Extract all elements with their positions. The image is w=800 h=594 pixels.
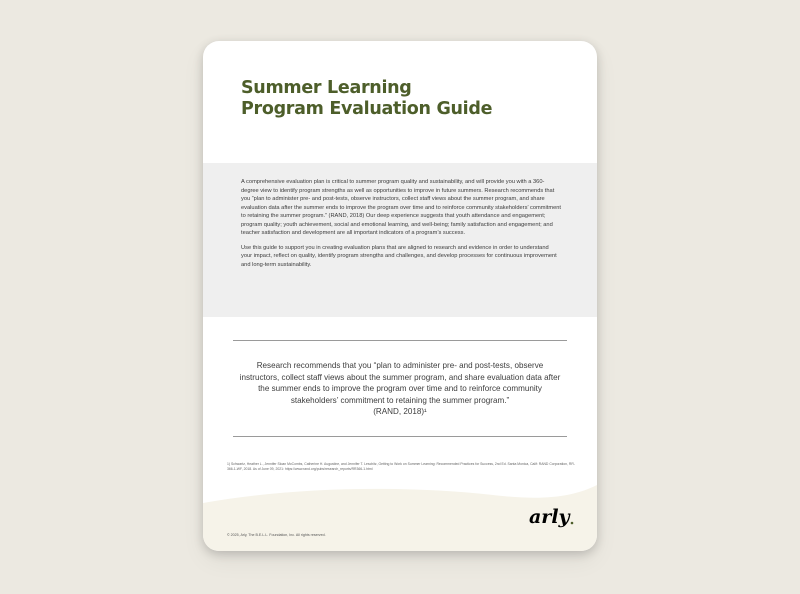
pull-quote <box>237 360 563 418</box>
document-page <box>203 41 597 551</box>
intro-paragraph-2: Use this guide to support you in creating evaluation plans that are aligned to research and evidence in order to understand your impact, reflect on quality, identify program strengths and challenges, and develop processes for continuous improvement and long-term sustainability. <box>241 244 557 268</box>
quote-top-rule <box>233 340 567 341</box>
intro-paragraph-1: A comprehensive evaluation plan is critical to summer program quality and sustainability, and will provide you with a 360-degree view to identify program strengths as well as opportunities to improve in future summers. Research recommends that you “plan to administer pre- and post-tests, observe instructors, collect staff views about the summer program, and share evaluation data after the summer ends to improve the program over time and to reinforce community stakeholders’ commitment to retaining the summer program.” (RAND, 2018) Our deep experience suggests that youth attendance and engagement; program quality; youth achievement, social and emotional learning, and well-being; family satisfaction and engagement; and teacher satisfaction and development are all important indicators of a program’s success. <box>241 179 562 236</box>
quote-bottom-rule <box>233 436 567 437</box>
arly-logo-text: arly <box>529 506 570 528</box>
title-line-1: Summer Learning <box>241 78 412 98</box>
copyright-text: © 2025, Arly, The B.E.L.L. Foundation, Inc. All rights reserved. <box>227 533 326 537</box>
pull-quote-text: Research recommends that you “plan to administer pre- and post-tests, observe instructors, collect staff views about the summer program, and share evaluation data after the summer ends to improve the program over time and to reinforce community stakeholders’ commitment to retaining the summer program.” <box>239 361 561 405</box>
title-line-2: Program Evaluation Guide <box>241 99 493 119</box>
arly-logo <box>527 499 577 535</box>
document-title <box>241 78 492 120</box>
intro-section <box>241 178 561 275</box>
pull-quote-citation: (RAND, 2018)¹ <box>373 407 427 417</box>
footnote: 1) Schwartz, Heather L., Jennifer Sloan McCombs, Catherine H. Augustine, and Jennifer T. Leschitz, Getting to Work on Summer Learning: Recommended Practices for Success, 2nd Ed. Santa Monica, Calif: RAND Corporation, RR-366-1-WF, 2018. As of June 09, 2021: https://www.rand.org/pubs/research_reports/RR366-1.html <box>227 462 575 471</box>
